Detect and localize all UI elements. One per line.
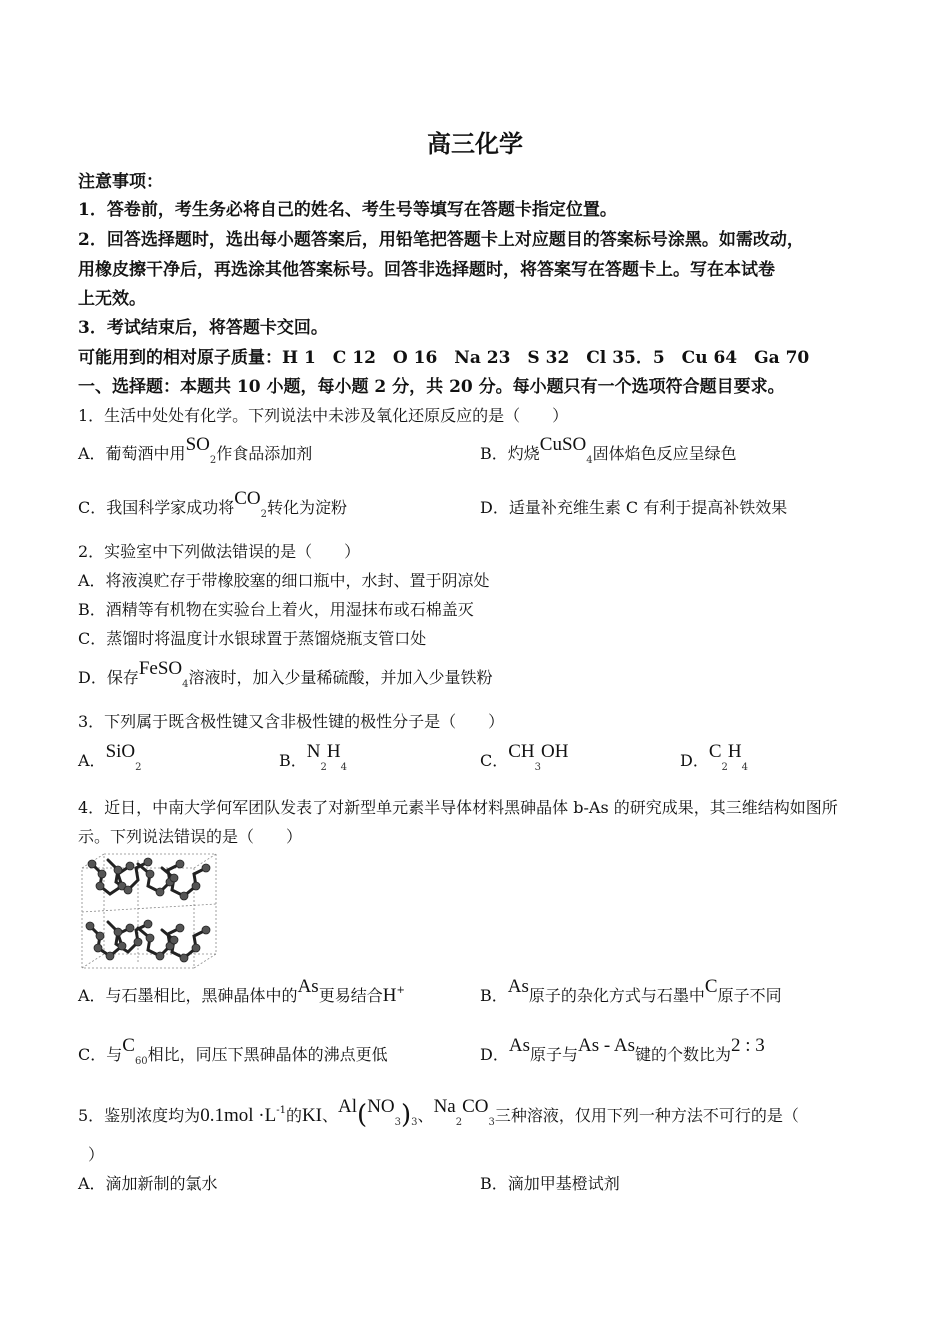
- q3-option-c: C．$CH_3OH$: [480, 741, 569, 773]
- q3-stem: 3．下列属于既含极性键又含非极性键的极性分子是（ ）: [78, 712, 505, 731]
- q2-option-c: C．蒸馏时将温度计水银球置于蒸馏烧瓶支管口处: [78, 629, 427, 648]
- q4-option-b: B．As原子的杂化方式与石墨中C原子不同: [480, 976, 782, 1005]
- q3-option-a: A．SiO$_2$: [78, 741, 142, 773]
- black-arsenic-crystal-structure-figure: [78, 850, 220, 972]
- q1-option-b: B．灼烧CuSO$_4$固体焰色反应呈绿色: [480, 434, 737, 466]
- q3-option-d: D．$C_2H_4$: [680, 741, 749, 773]
- notice-heading: 注意事项：: [78, 172, 163, 192]
- q3-option-b: B．$N_2H_4$: [279, 741, 347, 773]
- q5-option-a: A．滴加新制的氯水: [78, 1174, 218, 1193]
- q4-stem-line2: 示。下列说法错误的是（ ）: [78, 827, 303, 846]
- page-title: 高三化学: [427, 130, 523, 158]
- q1-option-d: D．适量补充维生素 C 有利于提高补铁效果: [480, 498, 788, 517]
- q5-stem: 5．鉴别浓度均为$0.1mol \cdot L^{-1}$的KI、$Al(NO_3)_3$、$Na_2CO_3$三种溶液，仅用下列一种方法不可行的是（: [78, 1096, 799, 1130]
- notice-item-2-line2: 用橡皮擦干净后，再选涂其他答案标号。回答非选择题时，将答案写在答题卡上。写在本试卷: [78, 260, 775, 280]
- notice-item-2-line3: 上无效。: [78, 289, 146, 309]
- q2-option-d: D．保存FeSO$_4$溶液时，加入少量稀硫酸，并加入少量铁粉: [78, 658, 493, 690]
- notice-item-1: 1．答卷前，考生务必将自己的姓名、考生号等填写在答题卡指定位置。: [78, 200, 617, 220]
- q2-stem: 2．实验室中下列做法错误的是（ ）: [78, 542, 361, 561]
- section-heading: 一、选择题：本题共 10 小题，每小题 2 分，共 20 分。每小题只有一个选项符合题目要求。: [78, 377, 785, 397]
- q4-option-c: C．与$C_{60}$相比，同压下黑砷晶体的沸点更低: [78, 1035, 388, 1067]
- q1-option-c: C．我国科学家成功将$CO_2$转化为淀粉: [78, 488, 348, 520]
- q5-option-b: B．滴加甲基橙试剂: [480, 1174, 620, 1193]
- q4-stem-line1: 4．近日，中南大学何军团队发表了对新型单元素半导体材料黑砷晶体 b-As 的研究成果，其三维结构如图所: [78, 798, 838, 817]
- q2-option-b: B．酒精等有机物在实验台上着火，用湿抹布或石棉盖灭: [78, 600, 474, 619]
- notice-item-2-line1: 2．回答选择题时，选出每小题答案后，用铅笔把答题卡上对应题目的答案标号涂黑。如需改动，: [78, 230, 804, 250]
- atomic-mass-line: 可能用到的相对原子质量：H 1 C 12 O 16 Na 23 S 32 Cl 35．5 Cu 64 Ga 70: [78, 348, 810, 368]
- q1-stem: 1．生活中处处有化学。下列说法中未涉及氧化还原反应的是（ ）: [78, 406, 569, 425]
- q5-stem-close: ）: [88, 1145, 105, 1164]
- q4-option-d: D．As原子与As - As键的个数比为2 : 3: [480, 1035, 765, 1064]
- q2-option-a: A．将液溴贮存于带橡胶塞的细口瓶中，水封、置于阴凉处: [78, 571, 490, 590]
- q4-option-a: A．与石墨相比，黑砷晶体中的As更易结合H+: [78, 976, 405, 1006]
- notice-item-3: 3．考试结束后，将答题卡交回。: [78, 318, 328, 338]
- q1-option-a: A．葡萄酒中用$SO_2$作食品添加剂: [78, 434, 313, 466]
